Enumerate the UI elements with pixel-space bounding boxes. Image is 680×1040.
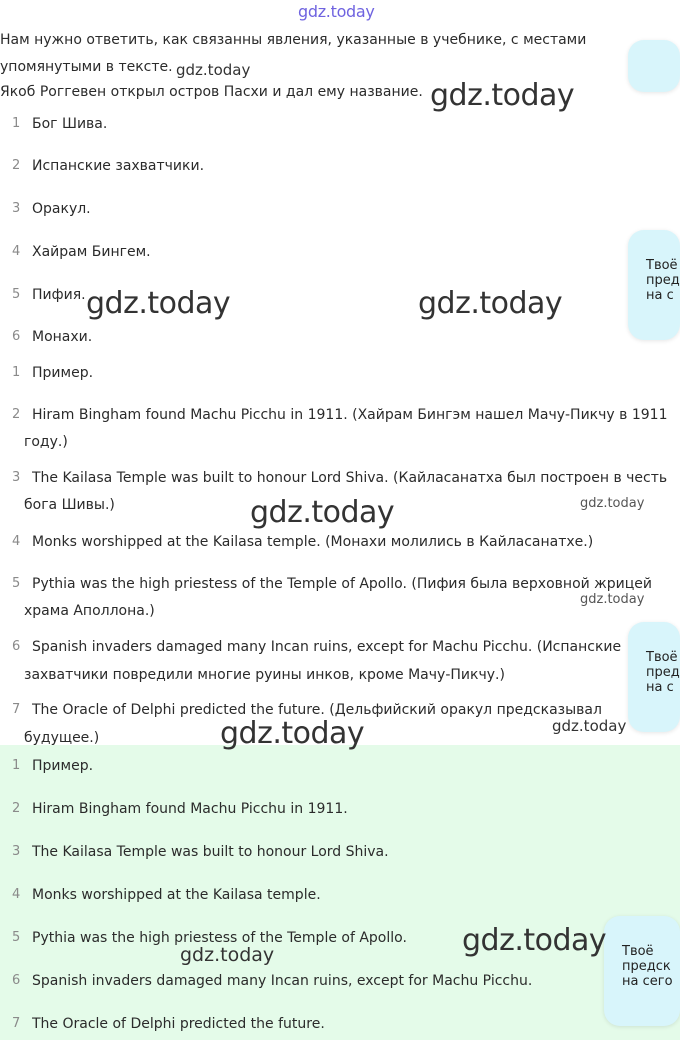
item-number: 7	[12, 702, 21, 717]
bubble-line: Твоё	[646, 650, 678, 665]
item-text: Spanish invaders damaged many Incan ruins, except for Machu Picchu.	[32, 973, 533, 989]
item-number: 6	[12, 639, 21, 654]
item-number: 3	[12, 844, 21, 859]
item-number: 7	[12, 1016, 21, 1031]
chat-bubble[interactable]	[604, 916, 680, 1026]
item-number: 2	[12, 407, 21, 422]
item-text-continuation: захватчики повредили многие руины инков, кроме Мачу-Пикчу.)	[24, 667, 505, 683]
item-number: 4	[12, 534, 21, 549]
item-text: The Kailasa Temple was built to honour Lord Shiva.	[32, 844, 389, 860]
item-number: 5	[12, 287, 21, 302]
item-number: 1	[12, 758, 21, 773]
item-text: The Oracle of Delphi predicted the future.	[32, 1016, 325, 1032]
item-text: The Kailasa Temple was built to honour Lord Shiva. (Кайласанатха был построен в честь	[32, 470, 668, 486]
item-number: 3	[12, 470, 21, 485]
chat-bubble[interactable]	[628, 622, 680, 732]
item-number: 6	[12, 329, 21, 344]
item-number: 6	[12, 973, 21, 988]
bubble-line: Твоё	[622, 944, 654, 959]
watermark: gdz.today	[580, 592, 645, 607]
bubble-line: пред	[646, 273, 680, 288]
item-text: Испанские захватчики.	[32, 158, 205, 174]
bubble-line: на сего	[622, 974, 673, 989]
item-text-continuation: храма Аполлона.)	[24, 603, 155, 619]
item-text: Пифия.	[32, 287, 86, 303]
watermark: gdz.today	[462, 923, 607, 958]
watermark: gdz.today	[220, 716, 365, 751]
item-number: 2	[12, 158, 21, 173]
watermark: gdz.today	[250, 495, 395, 530]
item-text: Pythia was the high priestess of the Temple of Apollo.	[32, 930, 407, 946]
site-logo-watermark: gdz.today	[298, 2, 375, 21]
item-text: Spanish invaders damaged many Incan ruins, except for Machu Picchu. (Испанские	[32, 639, 622, 655]
item-text: Hiram Bingham found Machu Picchu in 1911. (Хайрам Бингэм нашел Мачу-Пикчу в 1911	[32, 407, 668, 423]
item-text: Пример.	[32, 365, 94, 381]
item-text: Пример.	[32, 758, 94, 774]
item-text: Монахи.	[32, 329, 93, 345]
watermark: gdz.today	[580, 496, 645, 511]
item-number: 4	[12, 887, 21, 902]
item-number: 1	[12, 365, 21, 380]
item-number: 5	[12, 930, 21, 945]
item-text: Monks worshipped at the Kailasa temple.	[32, 887, 321, 903]
item-text-continuation: году.)	[24, 434, 68, 450]
chat-bubble[interactable]	[628, 40, 680, 92]
item-number: 1	[12, 116, 21, 131]
item-text-continuation: будущее.)	[24, 730, 100, 746]
item-number: 2	[12, 801, 21, 816]
watermark: gdz.today	[418, 286, 563, 321]
item-text: Hiram Bingham found Machu Picchu in 1911.	[32, 801, 348, 817]
watermark: gdz.today	[176, 61, 251, 79]
bubble-line: на с	[646, 288, 674, 303]
watermark: gdz.today	[430, 78, 575, 113]
intro-line-2: упомянутыми в тексте.	[0, 59, 173, 75]
bubble-line: предск	[622, 959, 671, 974]
watermark: gdz.today	[86, 286, 231, 321]
bubble-line: на с	[646, 680, 674, 695]
item-text: Оракул.	[32, 201, 91, 217]
item-number: 3	[12, 201, 21, 216]
item-text: Хайрам Бингем.	[32, 244, 151, 260]
item-text: Monks worshipped at the Kailasa temple. (Монахи молились в Кайласанатхе.)	[32, 534, 594, 550]
item-text-continuation: бога Шивы.)	[24, 497, 115, 513]
bubble-line: пред	[646, 665, 680, 680]
intro-line-1: Нам нужно ответить, как связанны явления, указанные в учебнике, с местами	[0, 32, 587, 48]
item-number: 5	[12, 576, 21, 591]
item-text: Pythia was the high priestess of the Temple of Apollo. (Пифия была верховной жрицей	[32, 576, 653, 592]
intro-line-3: Якоб Роггевен открыл остров Пасхи и дал ему название.	[0, 84, 423, 100]
bubble-line: Твоё	[646, 258, 678, 273]
chat-bubble[interactable]	[628, 230, 680, 340]
item-number: 4	[12, 244, 21, 259]
item-text: The Oracle of Delphi predicted the future. (Дельфийский оракул предсказывал	[32, 702, 602, 718]
watermark: gdz.today	[180, 944, 275, 966]
item-text: Бог Шива.	[32, 116, 108, 132]
watermark: gdz.today	[552, 717, 627, 735]
